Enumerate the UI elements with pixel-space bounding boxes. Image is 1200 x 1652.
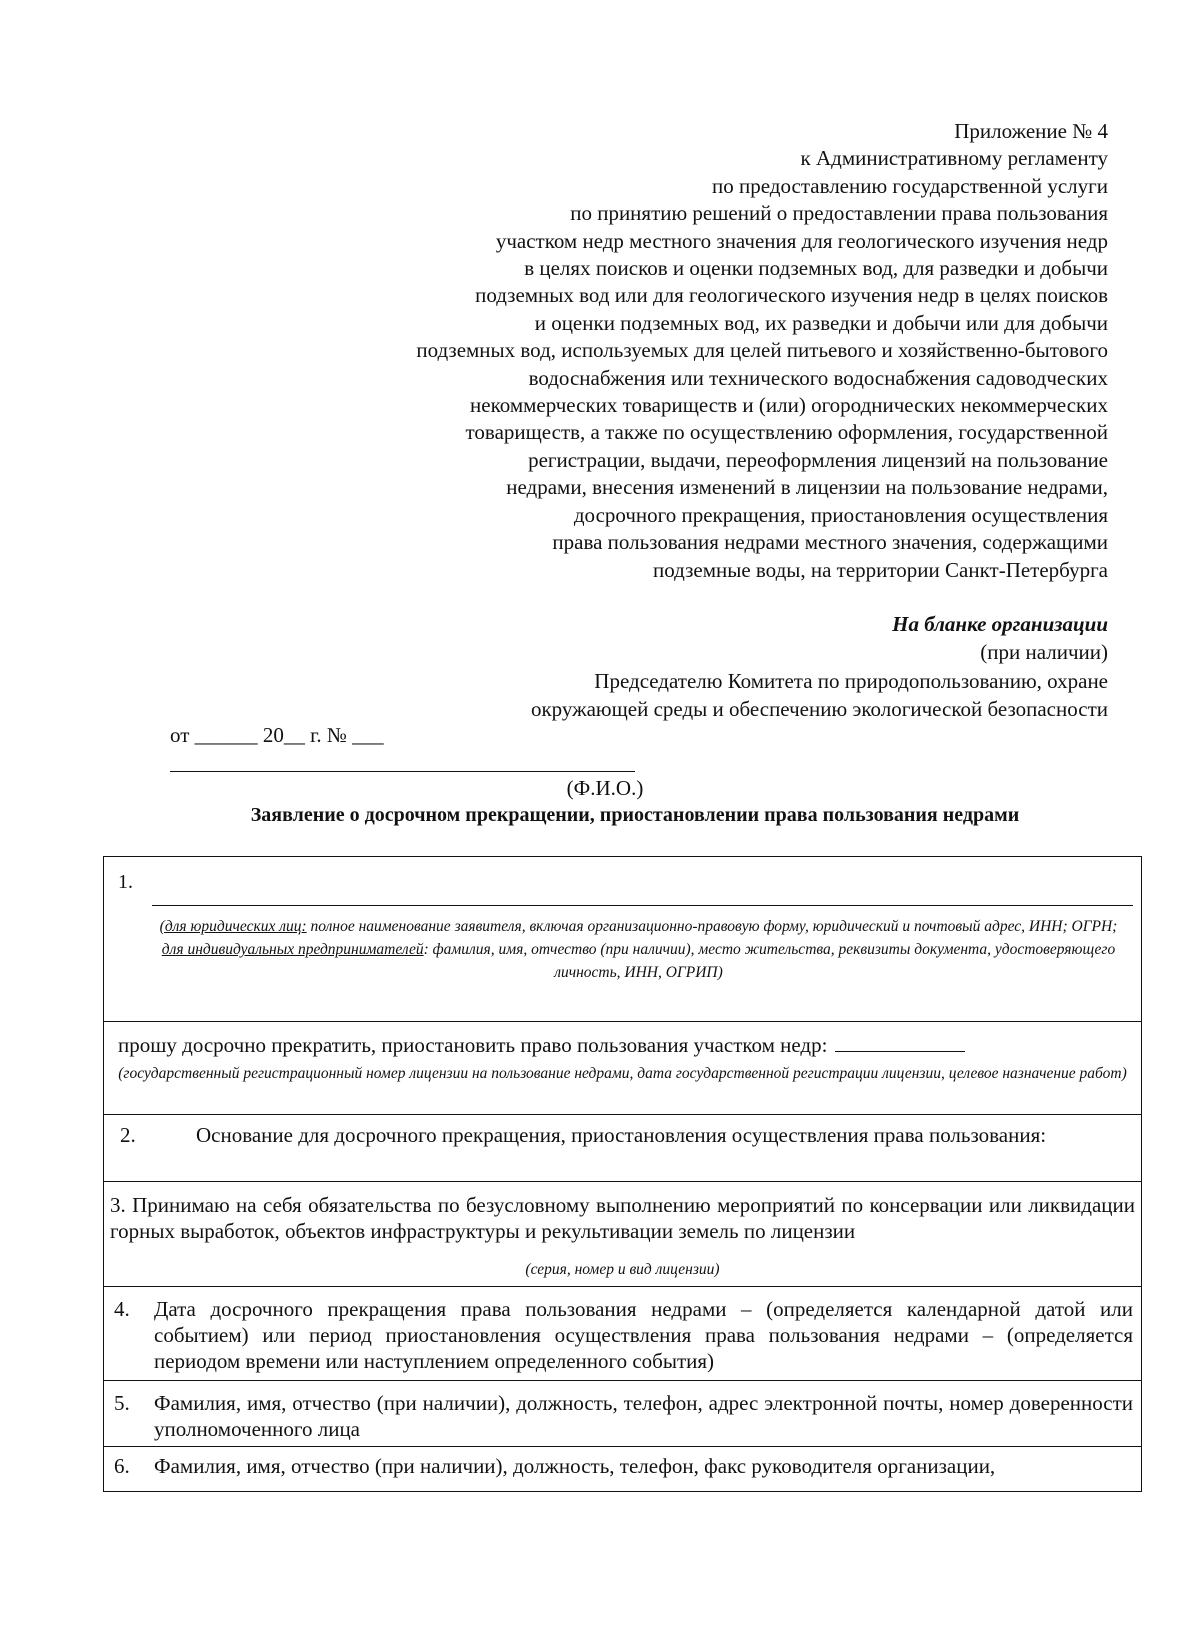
grounds-paragraph	[110, 1123, 1135, 1148]
appendix-line: права пользования недрами местного значения, содержащими	[552, 530, 1108, 555]
license-series-note: (серия, номер и вид лицензии)	[525, 1261, 720, 1278]
appendix-header	[416, 118, 1108, 584]
note-legal-label: (для юридических лиц:	[159, 918, 307, 935]
application-form-table	[103, 856, 1142, 1492]
form-row-obligations	[104, 1182, 1141, 1287]
row-number: 6.	[114, 1454, 130, 1478]
note-ip-label: для индивидуальных предпринимателей	[161, 941, 424, 958]
addressee-line-1: Председателю Комитета по природопользованию, охране	[594, 669, 1108, 693]
appendix-line: по предоставлению государственной услуги	[712, 173, 1108, 198]
appendix-line: недрами, внесения изменений в лицензии на пользование недрами,	[506, 475, 1108, 500]
request-line	[118, 1033, 965, 1058]
row-number: 1.	[118, 871, 133, 893]
form-row-authorized-person	[104, 1381, 1141, 1447]
license-blank-line	[835, 1037, 965, 1052]
request-text: прошу досрочно прекратить, приостановить право пользования участком недр:	[118, 1033, 828, 1057]
row-number: 5.	[114, 1391, 130, 1415]
form-row-request	[104, 1022, 1141, 1115]
form-row-head-of-organization	[104, 1447, 1141, 1491]
applicant-note	[144, 915, 1133, 984]
appendix-line: и оценки подземных вод, их разведки и добычи или для добычи	[534, 310, 1108, 335]
appendix-line: досрочного прекращения, приостановления осуществления	[573, 502, 1108, 527]
row-number: 4.	[114, 1297, 130, 1321]
appendix-line: подземные воды, на территории Санкт-Петербурга	[653, 557, 1108, 582]
appendix-line: подземных вод, используемых для целей питьевого и хозяйственно-бытового	[416, 338, 1108, 363]
appendix-line: в целях поисков и оценки подземных вод, для разведки и добычи	[524, 256, 1108, 281]
appendix-line: регистрации, выдачи, переоформления лицензий на пользование	[528, 447, 1108, 472]
letterhead-title: На бланке организации	[892, 612, 1108, 636]
form-row-applicant	[104, 857, 1141, 1022]
appendix-line: водоснабжения или технического водоснабжения садоводческих	[528, 365, 1108, 390]
applicant-fill-line	[152, 905, 1133, 906]
statement-title: Заявление о досрочном прекращении, приостановлении права пользования недрами	[250, 804, 1020, 826]
form-row-grounds	[104, 1115, 1141, 1182]
appendix-line: участком недр местного значения для геологического изучения недр	[495, 228, 1108, 253]
row-number: 2.	[120, 1123, 136, 1147]
fio-caption: (Ф.И.О.)	[566, 776, 644, 800]
termination-date-text: Дата досрочного прекращения права пользования недрами – (определяется календарной датой или событием) или период приостановления осуществления права пользования недрами – (определяется периодом времени или наступлением определенного события)	[154, 1297, 1133, 1373]
appendix-line: некоммерческих товариществ и (или) огороднических некоммерческих	[470, 393, 1108, 418]
obligations-text: 3. Принимаю на себя обязательства по безусловному выполнению мероприятий по консервации или ликвидации горных выработок, объектов инфраструктуры и рекультивации земель по лицензии	[110, 1193, 1135, 1243]
termination-date-item	[114, 1296, 1133, 1374]
head-of-organization-item	[114, 1453, 1133, 1479]
fio-signature-line	[170, 771, 635, 772]
appendix-line: по принятию решений о предоставлении права пользования	[570, 201, 1108, 226]
appendix-line: к Административному регламенту	[800, 146, 1108, 171]
head-of-organization-text: Фамилия, имя, отчество (при наличии), должность, телефон, факс руководителя организации,	[154, 1454, 996, 1478]
authorized-person-item	[114, 1390, 1133, 1442]
form-row-termination-date	[104, 1287, 1141, 1381]
appendix-line: подземных вод или для геологического изучения недр в целях поисков	[475, 283, 1108, 308]
date-number-line: от ______ 20__ г. № ___	[170, 723, 384, 747]
addressee-block	[531, 667, 1108, 723]
addressee-line-2: окружающей среды и обеспечению экологической безопасности	[530, 697, 1108, 721]
letterhead-note: (при наличии)	[980, 640, 1108, 664]
appendix-line: товариществ, а также по осуществлению оформления, государственной	[465, 420, 1108, 445]
appendix-line: Приложение № 4	[954, 119, 1108, 143]
authorized-person-text: Фамилия, имя, отчество (при наличии), должность, телефон, адрес электронной почты, номер доверенности уполномоченного лица	[154, 1391, 1133, 1441]
request-note: (государственный регистрационный номер лицензии на пользование недрами, дата государственной регистрации лицензии, целевое назначение работ)	[118, 1065, 1127, 1082]
note-ip-text: : фамилия, имя, отчество (при наличии), место жительства, реквизиты документа, удостоверяющего личность, ИНН, ОГРИП)	[423, 941, 1116, 981]
grounds-text: Основание для досрочного прекращения, приостановления осуществления права пользования:	[196, 1123, 1047, 1147]
note-legal-text: полное наименование заявителя, включая организационно-правовую форму, юридический и почтовый адрес, ИНН; ОГРН;	[306, 918, 1118, 935]
